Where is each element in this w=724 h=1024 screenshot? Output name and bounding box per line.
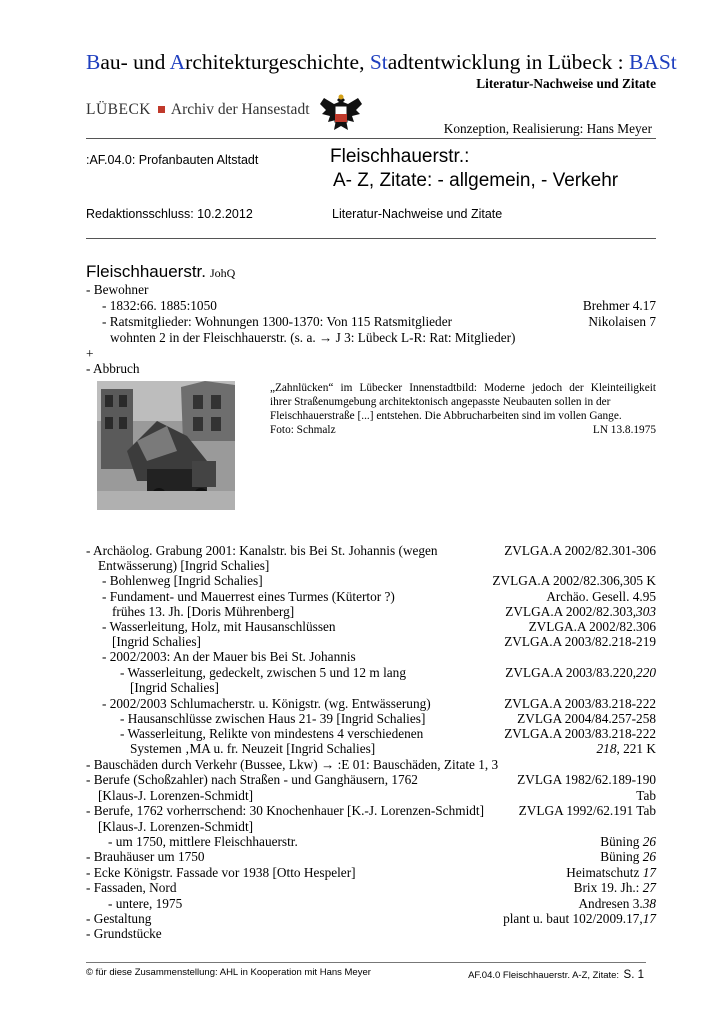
ref-page: 17 (642, 865, 656, 880)
meta-divider (86, 238, 656, 239)
list-item-ref (503, 911, 656, 927)
document-heading-line1: Fleischhauerstr.: (330, 146, 470, 167)
list-item-ref: ZVLGA.A 2003/83.218-222 (504, 726, 656, 741)
ref-text: ZVLGA.A 2002/82.303, (505, 604, 637, 619)
list-item-ref (600, 834, 656, 850)
ref-text: ZVLGA.A 2003/83.220, (505, 665, 637, 680)
title-text: au- und (100, 50, 170, 74)
list-item: - Fundament- und Mauerrest eines Turmes (Kütertor ?) (102, 589, 395, 604)
ref-page: 220 (636, 665, 656, 680)
list-item-ref (574, 880, 656, 896)
list-item: [Ingrid Schalies] (130, 680, 219, 695)
list-item-ref: ZVLGA.A 2002/82.306,305 K (492, 573, 656, 588)
list-item: - Hausanschlüsse zwischen Haus 21- 39 [Ingrid Schalies] (120, 711, 426, 726)
document-code: :AF.04.0: Profanbauten Altstadt (86, 153, 259, 167)
footer-copyright: © für diese Zusammenstellung: AHL in Kooperation mit Hans Meyer (86, 967, 371, 978)
entry-bewohner: - Bewohner (86, 282, 149, 297)
list-item-ref: ZVLGA.A 2002/82.306 (528, 619, 656, 634)
list-item: - Archäolog. Grabung 2001: Kanalstr. bis Bei St. Johannis (wegen (86, 543, 438, 558)
ref-text: , 221 K (616, 741, 656, 756)
ref-page: 218 (596, 741, 617, 756)
ref-text: plant u. baut 102/2009.17, (503, 911, 643, 926)
list-item: - Ecke Königstr. Fassade vor 1938 [Otto Hespeler] (86, 865, 356, 880)
ref-text: Büning (600, 834, 643, 849)
list-item: - Gestaltung (86, 911, 152, 926)
list-item: [Klaus-J. Lorenzen-Schmidt] (98, 819, 254, 834)
ref-text: Andresen 3. (578, 896, 643, 911)
list-item: - Wasserleitung, Relikte von mindestens 4 verschiedenen (120, 726, 424, 741)
caption-line: „Zahnlücken“ im Lübecker Innenstadtbild: Moderne jedoch der Kleinteiligkeit (270, 382, 656, 394)
list-item: - Berufe, 1762 vorherrschend: 30 Knochenhauer [K.-J. Lorenzen-Schmidt] (86, 803, 485, 818)
list-item-ref (578, 896, 656, 912)
list-item: - Brauhäuser um 1750 (86, 849, 205, 864)
page-header-title (86, 50, 677, 75)
ref-page: 38 (642, 896, 656, 911)
title-initial: St (369, 50, 388, 74)
archive-name: Archiv der Hansestadt (170, 101, 310, 118)
list-item-ref: ZVLGA.A 2002/82.301-306 (504, 543, 656, 558)
list-item: - Berufe (Schoßzahler) nach Straßen - und Ganghäusern, 1762 (86, 772, 418, 787)
header-divider (86, 138, 656, 139)
list-item-ref: ZVLGA 1992/62.191 Tab (518, 803, 656, 818)
list-item: - Bauschäden durch Verkehr (Bussee, Lkw) → :E 01: Bauschäden, Zitate 1, 3 (86, 757, 499, 772)
deadline-right: Literatur-Nachweise und Zitate (332, 207, 503, 221)
entry-rats-1: - Ratsmitglieder: Wohnungen 1300-1370: Von 115 Ratsmitglieder (102, 314, 453, 329)
deadline: Redaktionsschluss: 10.2.2012 (86, 207, 253, 221)
document-heading-line2: A- Z, Zitate: - allgemein, - Verkehr (333, 170, 619, 191)
list-item: Systemen ‚MA u. fr. Neuzeit [Ingrid Schalies] (130, 741, 376, 756)
list-item: - Wasserleitung, Holz, mit Hausanschlüssen (102, 619, 336, 634)
ref-page: 303 (636, 604, 656, 619)
list-item-ref: ZVLGA.A 2003/82.218-219 (504, 634, 656, 649)
archive-logo (86, 101, 310, 119)
entry-plus: + (86, 346, 94, 361)
caption-credit: Foto: Schmalz (270, 424, 336, 436)
list-item-ref (597, 741, 656, 757)
list-item-ref (505, 665, 656, 681)
list-item: [Klaus-J. Lorenzen-Schmidt] (98, 788, 254, 803)
entry-rats-ref: Nikolaisen 7 (588, 314, 656, 329)
demolition-photo (97, 381, 235, 510)
list-item-ref: ZVLGA 1982/62.189-190 (517, 772, 656, 787)
section-title-suffix: JohQ (210, 266, 236, 280)
list-item-ref: Tab (636, 788, 656, 803)
footer-doc-ref (468, 965, 644, 983)
list-item-ref (600, 849, 656, 865)
list-item-ref: Archäo. Gesell. 4.95 (546, 589, 656, 604)
ref-page: 26 (642, 849, 656, 864)
archive-logo-text: LÜBECK (86, 101, 151, 118)
caption-line: ihrer Straßenumgebung architektonisch angepasste Neubauten sollen in der (270, 396, 611, 408)
title-text: adtentwicklung in Lübeck : (387, 50, 629, 74)
entry-abbruch: - Abbruch (86, 361, 140, 376)
list-item: Entwässerung) [Ingrid Schalies] (98, 558, 270, 573)
section-title (86, 262, 235, 282)
entry-years-ref: Brehmer 4.17 (582, 298, 656, 313)
list-item: - um 1750, mittlere Fleischhauerstr. (108, 834, 298, 849)
list-item: frühes 13. Jh. [Doris Mührenberg] (112, 604, 295, 619)
photo-caption (270, 381, 656, 437)
list-item-ref (566, 865, 656, 881)
list-item: - Bohlenweg [Ingrid Schalies] (102, 573, 263, 588)
ref-page: 27 (642, 880, 656, 895)
caption-credit-row (270, 423, 656, 437)
page-number: S. 1 (623, 969, 644, 981)
entry-years: - 1832:66. 1885:1050 (102, 298, 217, 313)
list-item-ref: ZVLGA.A 2003/83.218-222 (504, 696, 656, 711)
list-item: - Grundstücke (86, 926, 162, 941)
title-initial: B (86, 50, 101, 74)
caption-line: Fleischhauerstraße [...] entstehen. Die Abbrucharbeiten sind im vollen Gange. (270, 410, 622, 422)
header-subtitle: Literatur-Nachweise und Zitate (476, 76, 656, 91)
list-item: - Wasserleitung, gedeckelt, zwischen 5 und 12 m lang (120, 665, 406, 680)
ref-text: Büning (600, 849, 643, 864)
list-item: - untere, 1975 (108, 896, 183, 911)
entry-rats-2: wohnten 2 in der Fleischhauerstr. (s. a. → J 3: Lübeck L-R: Rat: Mitglieder) (110, 330, 516, 345)
archive-logo-mark (158, 106, 165, 113)
title-initial: A (169, 50, 186, 74)
list-item: - 2002/2003: An der Mauer bis Bei St. Johannis (102, 649, 356, 664)
section-title-text: Fleischhauerstr. (86, 262, 206, 281)
ref-page: 17 (642, 911, 656, 926)
list-item: - 2002/2003 Schlumacherstr. u. Königstr. (wg. Entwässerung) (102, 696, 431, 711)
title-initial: BASt (628, 50, 677, 74)
list-item: [Ingrid Schalies] (112, 634, 201, 649)
list-item-ref: ZVLGA 2004/84.257-258 (517, 711, 656, 726)
title-text: rchitekturgeschichte, (185, 50, 370, 74)
ref-text: Heimatschutz (566, 865, 643, 880)
list-item: - Fassaden, Nord (86, 880, 177, 895)
luebeck-eagle-icon (318, 92, 364, 136)
ref-page: 26 (642, 834, 656, 849)
footer-doc-ref-text: AF.04.0 Fleischhauerstr. A-Z, Zitate: (468, 970, 620, 981)
ref-text: Brix 19. Jh.: (573, 880, 643, 895)
footer-divider (86, 962, 646, 963)
caption-ref: LN 13.8.1975 (592, 424, 656, 436)
concept-line: Konzeption, Realisierung: Hans Meyer (443, 121, 652, 136)
list-item-ref (505, 604, 656, 620)
